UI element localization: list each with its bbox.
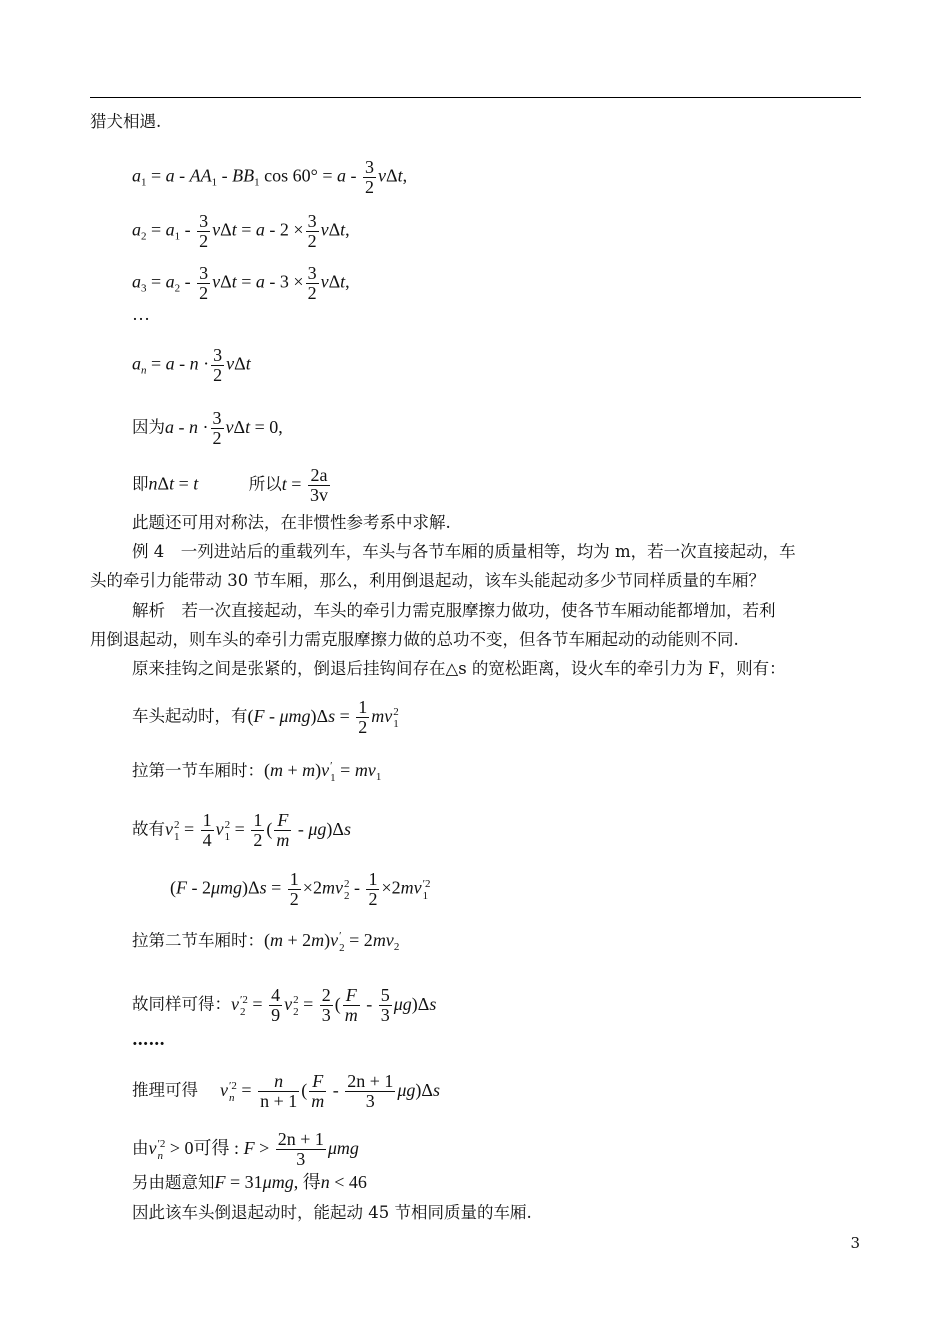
fraction: $\frac{1}{4}$ bbox=[202, 810, 212, 850]
cos-term: cos 60° bbox=[264, 165, 318, 186]
analysis-line: 解析 若一次直接起动，车头的牵引力需克服摩擦力做功，使各节车厢动能都增加，若利 bbox=[132, 601, 776, 620]
fraction: $\frac{1}{2}$ bbox=[253, 810, 263, 850]
fraction: $\frac{3}{2}$ bbox=[307, 211, 317, 251]
example-title: 例 4 一列进站后的重载列车，车头与各节车厢的质量相等，均为 m，若一次直接起动，车 bbox=[132, 542, 796, 561]
equation-pull1: 拉第一节车厢时：(m + m)v ′ 1 = $mv_1$ bbox=[132, 760, 382, 784]
fraction: $\frac{5}{3}$ bbox=[380, 985, 390, 1025]
fraction: $\frac{2a}{3v}$ bbox=[309, 465, 328, 505]
equation-start: 车头起动时，有(F - μmg)Δs = $\frac{1}{2}$ mv 2 1 bbox=[132, 697, 399, 737]
fraction: $\frac{2}{3}$ bbox=[321, 985, 331, 1025]
fraction: $\frac{F}{m}$ bbox=[276, 810, 290, 850]
text-line: 猎犬相遇. bbox=[90, 112, 162, 131]
page-number: 3 bbox=[850, 1234, 860, 1252]
fraction: $\frac{1}{2}$ bbox=[368, 869, 378, 909]
equation-a2: $a_2 = a_1$ - $\frac{3}{2}$ vΔt = a - 2 × $\frac{3}{2}$ vΔt, bbox=[132, 211, 350, 251]
equation-infer: 推理可得 v ′2 n = $\frac{n}{n + 1}$ ( $\frac{F}{m}$ - $\frac{2n + 1}{3}$ μg)Δs bbox=[132, 1071, 441, 1111]
fraction: $\frac{F}{m}$ bbox=[344, 985, 358, 1025]
equation-result: 即nΔt = t 所以t = $\frac{2a}{3v}$ bbox=[132, 465, 328, 505]
fraction: $\frac{3}{2}$ bbox=[365, 157, 375, 197]
equation-condition: 由v ′2 n > 0可得 : F > $\frac{2n + 1}{3}$ μmg bbox=[132, 1129, 359, 1169]
fraction: $\frac{2n + 1}{3}$ bbox=[347, 1071, 394, 1111]
equation-because: 因为a - n · $\frac{3}{2}$ vΔt = 0, bbox=[132, 408, 283, 448]
fraction: $\frac{n}{n + 1}$ bbox=[260, 1071, 298, 1111]
text-line: 原来挂钩之间是张紧的，倒退后挂钩间存在△s 的宽松距离，设火车的牵引力为 F，则有： bbox=[132, 659, 786, 678]
fraction: $\frac{2n + 1}{3}$ bbox=[277, 1129, 324, 1169]
fraction: $\frac{F}{m}$ bbox=[311, 1071, 325, 1111]
text-line: 用倒退起动，则车头的牵引力需克服摩擦力做的总功不变，但各节车厢起动的动能则不同. bbox=[90, 630, 739, 649]
fraction: $\frac{1}{2}$ bbox=[358, 697, 368, 737]
header-rule bbox=[90, 97, 861, 98]
ellipsis: …… bbox=[132, 1030, 165, 1049]
fraction: $\frac{3}{2}$ bbox=[212, 408, 222, 448]
fraction: $\frac{4}{9}$ bbox=[271, 985, 281, 1025]
fraction: $\frac{3}{2}$ bbox=[199, 263, 209, 303]
text-line: 此题还可用对称法，在非惯性参考系中求解. bbox=[132, 513, 451, 532]
fraction: $\frac{1}{2}$ bbox=[289, 869, 299, 909]
fraction: $\frac{3}{2}$ bbox=[307, 263, 317, 303]
equation-a3: $a_3 = a_2$ - $\frac{3}{2}$ vΔt = a - 3 × $\frac{3}{2}$ vΔt, bbox=[132, 263, 350, 303]
fraction: $\frac{3}{2}$ bbox=[213, 345, 223, 385]
ellipsis: … bbox=[132, 304, 150, 324]
equation-energy: (F - 2μmg)Δs = $\frac{1}{2}$ ×2mv 2 2 - $\frac{1}{2}$ ×2mv ′2 1 bbox=[170, 869, 431, 909]
equation-a1: $a_1 = a - AA_1 - BB_1$ cos 60° = a - $\frac{3}{2}$ vΔt, bbox=[132, 157, 408, 197]
conclusion-line: 因此该车头倒退起动时，能起动 45 节相同质量的车厢. bbox=[132, 1203, 532, 1222]
equation-pull2: 拉第二节车厢时：(m + 2m)v ′ 2 = $2mv_2$ bbox=[132, 930, 400, 954]
text-line: 头的牵引力能带动 30 节车厢，那么，利用倒退起动，该车头能起动多少节同样质量的车厢？ bbox=[90, 571, 765, 590]
fraction: $\frac{3}{2}$ bbox=[199, 211, 209, 251]
equation-same: 故同样可得：v ′2 2 = $\frac{4}{9}$ v 2 2 = $\frac{2}{3}$ ( $\frac{F}{m}$ - $\frac{5}{3}$ μg)Δs bbox=[132, 985, 437, 1025]
equation-hence: 故有v 2 1 = $\frac{1}{4}$ v 2 1 = $\frac{1}{2}$ ( $\frac{F}{m}$ - μg)Δs bbox=[132, 810, 351, 850]
equation-an: $a_n = a - n$ · $\frac{3}{2}$ vΔt bbox=[132, 345, 251, 385]
equation-known: 另由题意知F = 31μmg, 得n < 46 bbox=[132, 1172, 367, 1192]
